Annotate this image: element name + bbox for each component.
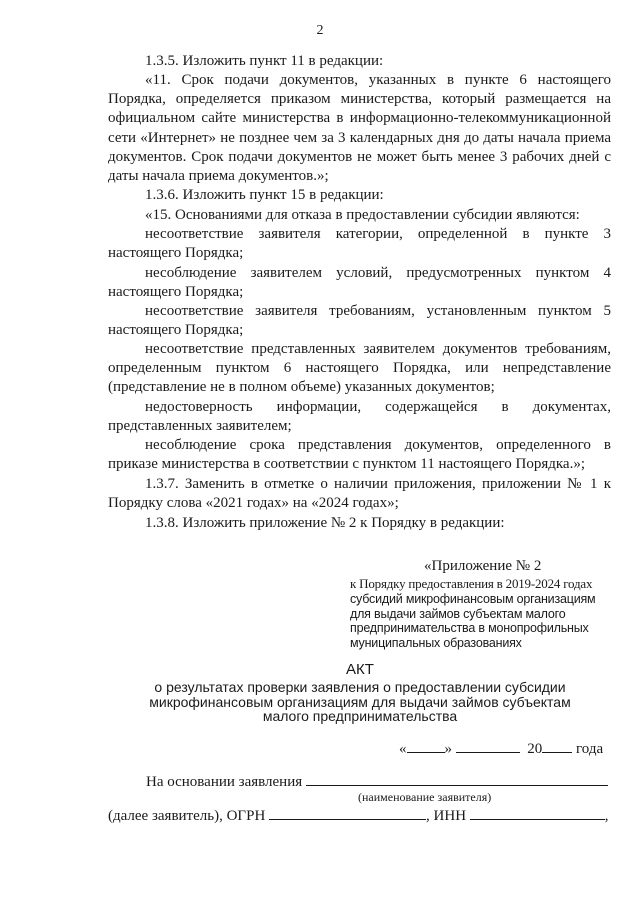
appendix-subheading xyxy=(350,577,612,651)
refusal-ground-5: недостоверность информации, содержащейся в документах, представленных заявителем; xyxy=(108,399,611,435)
paragraph-1-3-7: 1.3.7. Заменить в отметке о наличии приложения, приложении № 1 к Порядку слова «2021 годах» на «2024 годах»; xyxy=(108,476,611,512)
inn-label: , ИНН xyxy=(426,808,467,824)
year-suffix: года xyxy=(576,741,604,757)
basis-line xyxy=(146,771,608,791)
paragraph-1-3-8: 1.3.8. Изложить приложение № 2 к Порядку в редакции: xyxy=(145,515,505,531)
paragraph-item-11 xyxy=(108,71,611,186)
paragraph-item-15: «15. Основаниями для отказа в предоставлении субсидии являются: xyxy=(145,207,580,223)
ogrn-inn-line xyxy=(108,805,609,825)
act-subtitle: о результатах проверки заявления о предоставлении субсидии микрофинансовым организациям для выдачи займов субъектам малого предпринимательства xyxy=(149,679,571,724)
page-number: 2 xyxy=(316,23,324,38)
refusal-ground-3: несоответствие заявителя требованиям, установленным пунктом 5 настоящего Порядка; xyxy=(108,303,611,339)
applicant-name-caption: (наименование заявителя) xyxy=(358,790,492,804)
refusal-ground-4: несоответствие представленных заявителем документов требованиям, определенным пунктом 6 настоящего Порядка, или непредставление (представление не в полном объеме) указанных документов; xyxy=(108,341,611,396)
year-field[interactable] xyxy=(542,738,572,753)
month-field[interactable] xyxy=(456,738,520,753)
refusal-ground-6: несоблюдение срока представления документов, определенного в приказе министерства в соответствии с пунктом 11 настоящего Порядка.»; xyxy=(108,437,611,473)
date-close-quote: » xyxy=(444,741,452,757)
act-title: АКТ xyxy=(346,661,374,678)
appendix-line-1: к Порядку предоставления в 2019-2024 годах xyxy=(350,576,593,591)
basis-label: На основании заявления xyxy=(146,774,303,790)
paragraph-item-11-text: «11. Срок подачи документов, указанных в пункте 6 настоящего Порядка, определяется приказом министерства, который размещается на официальном сайте министерства в информационно-телекоммуникационной сети «Интернет» не позднее чем за 3 календарных дня до даты начала приема документов. Срок подачи документов не может быть менее 3 рабочих дней с даты начала приема документов.»; xyxy=(108,72,611,185)
trailing-comma: , xyxy=(604,808,609,824)
appendix-heading: «Приложение № 2 xyxy=(424,558,542,574)
year-prefix: 20 xyxy=(527,741,543,757)
day-field[interactable] xyxy=(407,738,445,753)
paragraph-1-3-6: 1.3.6. Изложить пункт 15 в редакции: xyxy=(145,187,384,203)
applicant-name-field[interactable] xyxy=(306,771,608,786)
ogrn-label: (далее заявитель), ОГРН xyxy=(108,808,266,824)
ogrn-field[interactable] xyxy=(269,805,426,820)
paragraph-1-3-5: 1.3.5. Изложить пункт 11 в редакции: xyxy=(145,53,384,69)
date-open-quote: « xyxy=(399,741,407,757)
refusal-ground-1: несоответствие заявителя категории, определенной в пункте 3 настоящего Порядка; xyxy=(108,226,611,262)
date-line xyxy=(399,738,603,758)
refusal-ground-2: несоблюдение заявителем условий, предусмотренных пунктом 4 настоящего Порядка; xyxy=(108,265,611,301)
appendix-lines-rest: субсидий микрофинансовым организациям для выдачи займов субъектам малого предпринимательства в монопрофильных муниципальных образованиях xyxy=(350,591,596,651)
inn-field[interactable] xyxy=(470,805,605,820)
